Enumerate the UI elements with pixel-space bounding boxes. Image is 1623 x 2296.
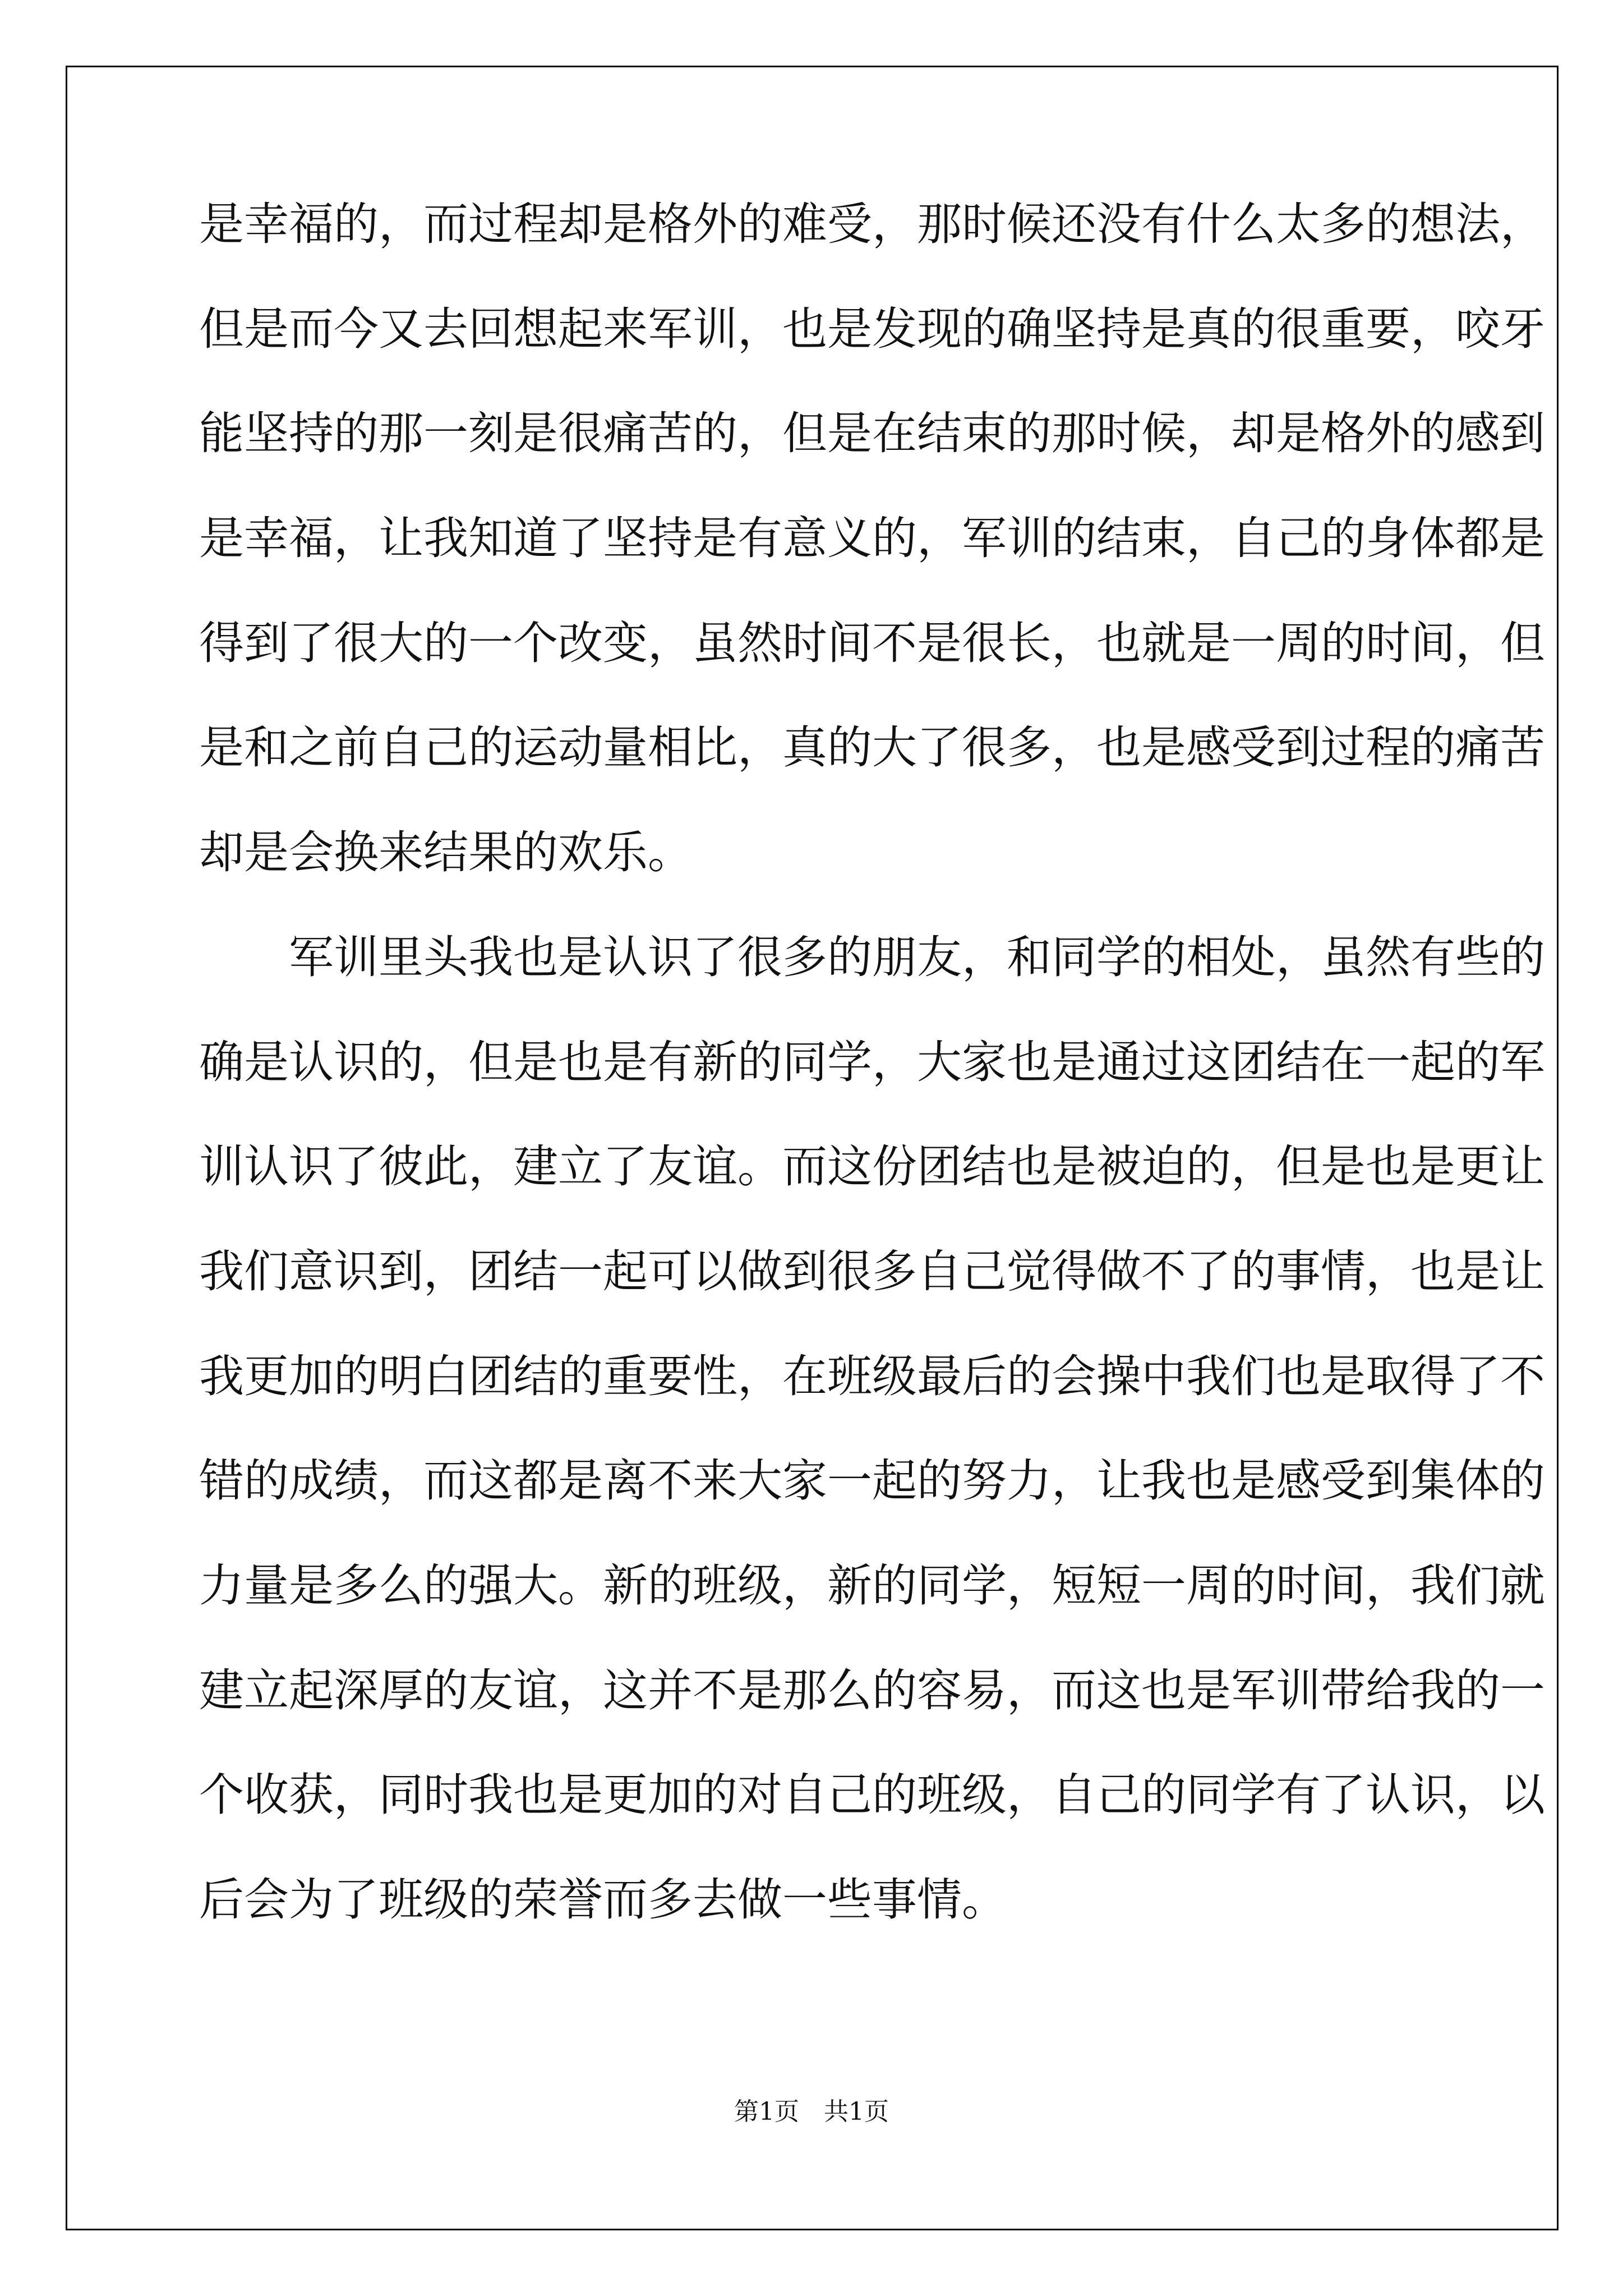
text-line: 个收获，同时我也是更加的对自己的班级，自己的同学有了认识，以 [199, 1769, 1545, 1821]
page-number-footer: 第1页 共1页 [734, 2097, 889, 2126]
text-line: 力量是多么的强大。新的班级，新的同学，短短一周的时间，我们就 [199, 1559, 1545, 1612]
text-line: 得到了很大的一个改变，虽然时间不是很长，也就是一周的时间，但 [199, 616, 1545, 669]
text-line: 我们意识到，团结一起可以做到很多自己觉得做不了的事情，也是让 [199, 1245, 1545, 1297]
text-line: 确是认识的，但是也是有新的同学，大家也是通过这团结在一起的军 [199, 1036, 1545, 1088]
text-line: 后会为了班级的荣誉而多去做一些事情。 [199, 1874, 1007, 1926]
text-line: 但是而今又去回想起来军训，也是发现的确坚持是真的很重要，咬牙 [199, 302, 1545, 355]
text-line: 是和之前自己的运动量相比，真的大了很多，也是感受到过程的痛苦 [199, 721, 1545, 774]
document-body [199, 198, 1545, 1982]
text-line: 训认识了彼此，建立了友谊。而这份团结也是被迫的，但是也是更让 [199, 1140, 1545, 1193]
text-line: 却是会换来结果的欢乐。 [199, 826, 693, 879]
text-line: 建立起深厚的友谊，这并不是那么的容易，而这也是军训带给我的一 [199, 1664, 1545, 1717]
text-line: 是幸福，让我知道了坚持是有意义的，军训的结束，自己的身体都是 [199, 512, 1545, 565]
text-line: 军训里头我也是认识了很多的朋友，和同学的相处，虽然有些的 [199, 931, 1545, 983]
text-line: 错的成绩，而这都是离不来大家一起的努力，让我也是感受到集体的 [199, 1455, 1545, 1507]
text-line: 能坚持的那一刻是很痛苦的，但是在结束的那时候，却是格外的感到 [199, 407, 1545, 460]
text-line: 我更加的明白团结的重要性，在班级最后的会操中我们也是取得了不 [199, 1350, 1545, 1402]
text-line: 是幸福的，而过程却是格外的难受，那时候还没有什么太多的想法， [199, 198, 1545, 250]
